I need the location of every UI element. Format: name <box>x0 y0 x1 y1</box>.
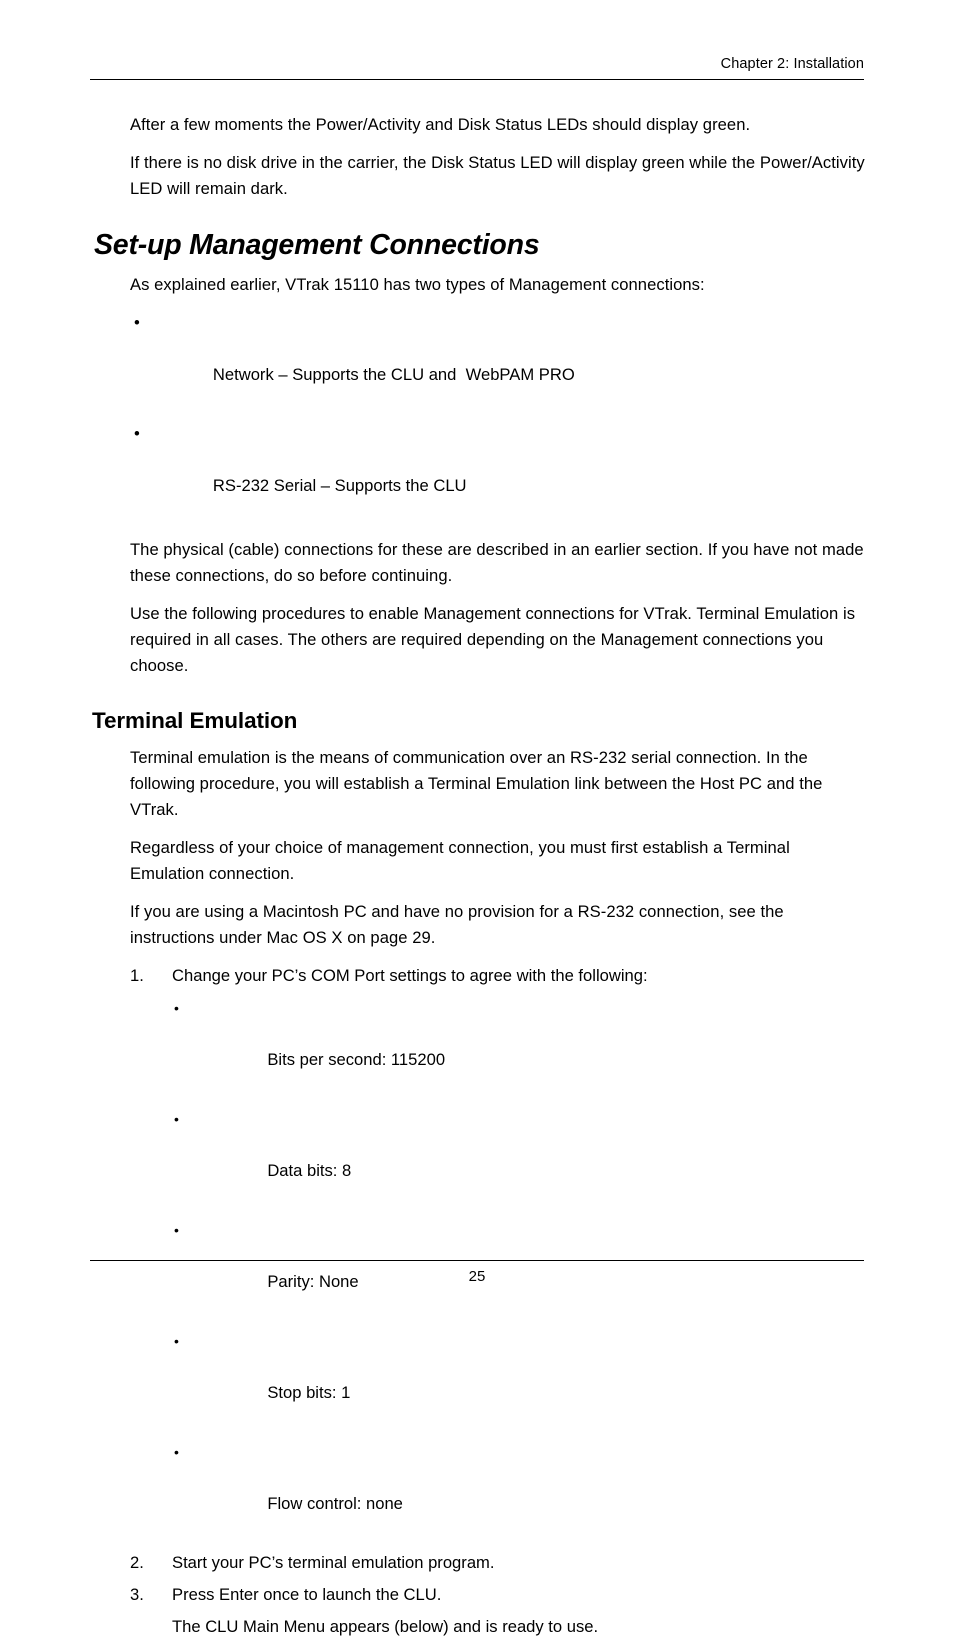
step-text: Change your PC’s COM Port settings to agree with the following: <box>172 966 648 985</box>
chapter-label: Chapter 2: Installation <box>720 56 864 72</box>
list-item-label: Parity: None <box>267 1272 359 1291</box>
step-number: 3. <box>130 1585 144 1604</box>
list-item <box>172 1328 865 1432</box>
bullet-icon: • <box>174 1111 179 1127</box>
list-item <box>132 310 865 414</box>
page-footer <box>90 1260 864 1287</box>
list-item <box>172 1439 865 1543</box>
procedures-paragraph: Use the following procedures to enable Management connections for VTrak. Terminal Emulation is required in all cases. The others are required depending on the Management connections you choose. <box>130 604 860 675</box>
list-item-label: Network – Supports the CLU and WebPAM PRO <box>212 365 575 384</box>
bullet-icon: • <box>134 424 140 443</box>
procedure-step <box>130 1582 865 1608</box>
step-number: 1. <box>130 966 144 985</box>
step-number: 2. <box>130 1553 144 1572</box>
cable-connections-paragraph: The physical (cable) connections for these are described in an earlier section. If you have not made these connections, do so before continuing. <box>130 540 869 585</box>
connection-types-list <box>132 310 865 525</box>
list-item-label: Stop bits: 1 <box>267 1383 351 1402</box>
intro-paragraph-1: After a few moments the Power/Activity and Disk Status LEDs should display green. <box>130 115 751 134</box>
page-content <box>92 112 870 1640</box>
bullet-icon: • <box>174 1000 179 1016</box>
section-heading: Set-up Management Connections <box>94 229 540 261</box>
terminal-emulation-paragraph-2: Regardless of your choice of management connection, you must first establish a Terminal Emulation connection. <box>130 838 795 883</box>
terminal-emulation-paragraph-1: Terminal emulation is the means of communication over an RS-232 serial connection. In the following procedure, you will establish a Terminal Emulation link between the Host PC and the VTrak. <box>130 748 828 819</box>
page-number: 25 <box>468 1268 486 1285</box>
list-item <box>172 1106 865 1210</box>
subsection-heading: Terminal Emulation <box>92 708 298 733</box>
terminal-emulation-paragraph-3: If you are using a Macintosh PC and have no provision for a RS-232 connection, see the instructions under Mac OS X on page 29. <box>130 902 789 947</box>
procedure-step <box>130 1550 865 1576</box>
list-item <box>172 995 865 1099</box>
step-text: Press Enter once to launch the CLU. <box>172 1585 442 1604</box>
closing-note: The CLU Main Menu appears (below) and is ready to use. <box>172 1617 599 1636</box>
bullet-icon: • <box>174 1444 179 1460</box>
bullet-icon: • <box>174 1333 179 1349</box>
list-item-label: Flow control: none <box>267 1494 403 1513</box>
footer-divider <box>90 1260 864 1261</box>
procedure-step <box>130 963 865 1543</box>
list-item-label: Data bits: 8 <box>267 1161 352 1180</box>
page-header <box>90 55 864 80</box>
section-intro-paragraph: As explained earlier, VTrak 15110 has two types of Management connections: <box>130 275 705 294</box>
list-item-label: RS-232 Serial – Supports the CLU <box>212 476 467 495</box>
bullet-icon: • <box>134 313 140 332</box>
bullet-icon: • <box>174 1222 179 1238</box>
header-divider <box>90 79 864 80</box>
list-item-label: Bits per second: 115200 <box>267 1050 446 1069</box>
step-text: Start your PC’s terminal emulation program. <box>172 1553 495 1572</box>
intro-paragraph-2: If there is no disk drive in the carrier, the Disk Status LED will display green while the Power/Activity LED will remain dark. <box>130 153 870 198</box>
list-item <box>132 421 865 525</box>
